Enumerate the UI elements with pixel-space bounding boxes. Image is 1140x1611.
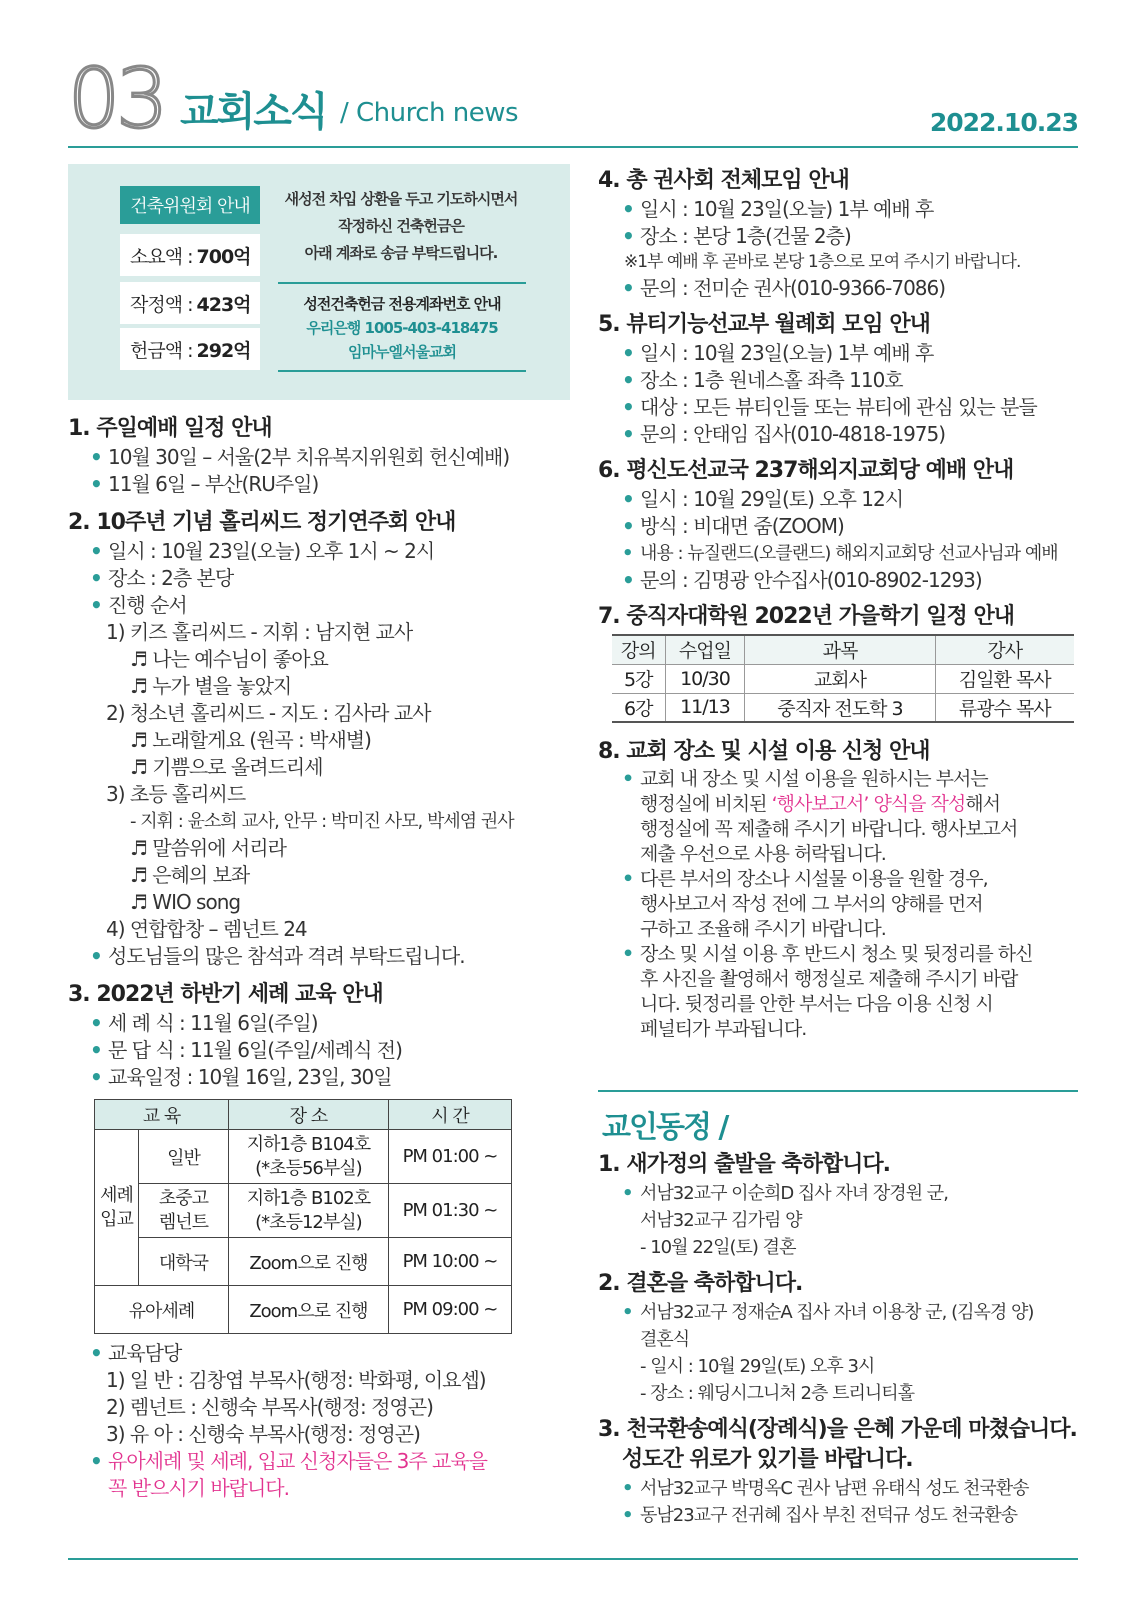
table-cell: Zoom으로 진행 (228, 1286, 388, 1334)
table-cell: 10/30 (665, 664, 745, 693)
section-2-title: 2. 10주년 기념 홀리씨드 정기연주회 안내 (68, 510, 456, 535)
table-cell: 류광수 목사 (935, 693, 1074, 722)
amount-pledged: 작정액 : 423억 (120, 282, 260, 324)
account-number: 우리은행 1005-403-418475 (306, 319, 498, 337)
table-header: 강사 (935, 635, 1074, 664)
table-cell: 5강 (612, 664, 665, 693)
section-5-title: 5. 뷰티기능선교부 월례회 모임 안내 (598, 312, 930, 337)
table-cell: 지하1층 B102호 (*초등12부실) (228, 1184, 388, 1238)
table-cell: Zoom으로 진행 (228, 1238, 388, 1286)
list-item: • 대상 : 모든 뷰티인들 또는 뷰티에 관심 있는 분들 (622, 394, 1078, 421)
section-1-title: 1. 주일예배 일정 안내 (68, 416, 272, 441)
section-7-title: 7. 중직자대학원 2022년 가을학기 일정 안내 (598, 604, 1014, 629)
account-holder: 임마누엘서울교회 (348, 343, 456, 361)
list-item: • 일시 : 10월 23일(오늘) 1부 예배 후 (622, 340, 1078, 367)
list-item: • 일시 : 10월 23일(오늘) 1부 예배 후 (622, 196, 1078, 223)
left-column (68, 414, 570, 1502)
list-item: • 장소 및 시설 이용 후 반드시 청소 및 뒷정리를 하신 후 사진을 촬영해서 행정실로 제출해 주시기 바랍 니다. 뒷정리를 안한 부서는 다음 이용 신청 시 페널티가 부과됩니다. (622, 942, 1078, 1042)
list-item: • 동남23교구 전귀혜 집사 부친 전덕규 성도 천국환송 (622, 1502, 1078, 1529)
note-line: ※1부 예배 후 곧바로 본당 1층으로 모여 주시기 바랍니다. (624, 252, 1021, 272)
building-committee-box (68, 164, 570, 400)
table-cell: 일반 (139, 1130, 229, 1184)
list-item: • 교회 내 장소 및 시설 이용을 원하시는 부서는 행정실에 비치된 ‘행사보고서’ 양식을 작성해서 행정실에 꼭 제출해 주시기 바랍니다. 행사보고서 제출 우선으로 사용 허락됩니다. (622, 767, 1078, 867)
table-cell: 교회사 (745, 664, 935, 693)
program-song: ♬ 나는 예수님이 좋아요 (130, 647, 328, 671)
list-item: • 진행 순서 (90, 592, 570, 619)
table-header: 장 소 (228, 1100, 388, 1130)
program-detail: - 지휘 : 윤소희 교사, 안무 : 박미진 사모, 박세염 권사 (130, 811, 514, 832)
highlight-text: ‘행사보고서’ 양식을 작성 (771, 793, 966, 815)
table-header: 시 간 (388, 1100, 511, 1130)
account-info: 성전건축헌금 전용계좌번호 안내 우리은행 1005-403-418475 임마누엘서울교회 (278, 282, 526, 372)
list-item: • 문의 : 전미순 권사(010-9366-7086) (622, 275, 1078, 302)
amount-offered: 헌금액 : 292억 (120, 328, 260, 370)
table-header: 교 육 (95, 1100, 229, 1130)
bottom-divider (68, 1558, 1078, 1560)
table-cell: 중직자 전도학 3 (745, 693, 935, 722)
list-item: • 문 답 식 : 11월 6일(주일/세례식 전) (90, 1037, 570, 1064)
program-item: 3) 초등 홀리씨드 (106, 782, 246, 806)
news-2-title: 2. 결혼을 축하합니다. (598, 1271, 803, 1296)
section-number: 03 (68, 52, 165, 147)
program-song: ♬ 기쁨으로 올려드리세 (130, 755, 323, 779)
program-song: ♬ 누가 별을 놓았지 (130, 674, 292, 698)
page-subtitle: / Church news (340, 98, 519, 128)
program-song: ♬ WIO song (130, 890, 241, 914)
news-line: - 장소 : 웨딩시그니처 2층 트리니티홀 (640, 1383, 915, 1404)
table-cell: 6강 (612, 693, 665, 722)
graduate-schedule-table (612, 634, 1074, 723)
list-item: • 문의 : 김명광 안수집사(010-8902-1293) (622, 567, 1078, 594)
staff-item: 2) 렘넌트 : 신행숙 부목사(행정: 정영곤) (106, 1395, 433, 1419)
member-news (598, 1150, 1078, 1529)
building-note: 새성전 차입 상환을 두고 기도하시면서 작정하신 건축헌금은 아래 계좌로 송금 부탁드립니다. (284, 190, 518, 262)
page-header (68, 52, 1078, 148)
news-1-title: 1. 새가정의 출발을 축하합니다. (598, 1152, 891, 1177)
table-cell: PM 09:00 ~ (388, 1286, 511, 1334)
list-item: • 장소 : 2층 본당 (90, 565, 570, 592)
member-news-title: 교인동정 / (602, 1110, 728, 1145)
news-line: 서남32교구 김가림 양 (640, 1210, 802, 1231)
table-cell: PM 01:00 ~ (388, 1130, 511, 1184)
program-song: ♬ 말씀위에 서리라 (130, 836, 286, 860)
table-cell: PM 10:00 ~ (388, 1238, 511, 1286)
notice-line: • 유아세례 및 세례, 입교 신청자들은 3주 교육을 (90, 1448, 570, 1475)
table-cell: 초중고 렘넌트 (139, 1184, 229, 1238)
list-item: • 교육일정 : 10월 16일, 23일, 30일 (90, 1064, 570, 1091)
table-header: 과목 (745, 635, 935, 664)
baptism-schedule-table (94, 1099, 512, 1334)
table-header: 수업일 (665, 635, 745, 664)
section-8-title: 8. 교회 장소 및 시설 이용 신청 안내 (598, 739, 930, 764)
list-item: • 장소 : 1층 원네스홀 좌측 110호 (622, 367, 1078, 394)
news-line: - 일시 : 10월 29일(토) 오후 3시 (640, 1356, 875, 1377)
list-item: • 10월 30일 – 서울(2부 치유복지위원회 헌신예배) (90, 444, 570, 471)
section-3-title: 3. 2022년 하반기 세례 교육 안내 (68, 982, 383, 1007)
program-item: 4) 연합합창 – 렘넌트 24 (106, 917, 307, 941)
notice-line: 꼭 받으시기 바랍니다. (108, 1476, 289, 1500)
building-tag: 건축위원회 안내 (120, 186, 260, 224)
list-item: • 세 례 식 : 11월 6일(주일) (90, 1010, 570, 1037)
list-item: • 내용 : 뉴질랜드(오클랜드) 해외지교회당 선교사님과 예배 (622, 540, 1078, 567)
program-song: ♬ 은혜의 보좌 (130, 863, 250, 887)
member-news-header (598, 1090, 1078, 1146)
staff-item: 3) 유 아 : 신행숙 부목사(행정: 정영곤) (106, 1422, 420, 1446)
list-item: • 서남32교구 정재순A 집사 자녀 이용창 군, (김옥경 양) (622, 1299, 1078, 1326)
table-cell: 지하1층 B104호 (*초등56부실) (228, 1130, 388, 1184)
table-cell: PM 01:30 ~ (388, 1184, 511, 1238)
program-item: 1) 키즈 홀리씨드 - 지휘 : 남지현 교사 (106, 620, 413, 644)
page-title: 교회소식 (180, 89, 327, 135)
list-item: • 서남32교구 박명옥C 권사 남편 유태식 성도 천국환송 (622, 1475, 1078, 1502)
amount-required: 소요액 : 700억 (120, 234, 260, 276)
section-4-title: 4. 총 권사회 전체모임 안내 (598, 168, 849, 193)
program-song: ♬ 노래할게요 (원곡 : 박새별) (130, 728, 371, 752)
table-group-cell: 세례 입교 (95, 1130, 139, 1286)
list-item: • 교육담당 (90, 1340, 570, 1367)
news-line: - 10월 22일(토) 결혼 (640, 1237, 796, 1258)
list-item: • 성도님들의 많은 참석과 격려 부탁드립니다. (90, 943, 570, 970)
section-6-title: 6. 평신도선교국 237해외지교회당 예배 안내 (598, 458, 1014, 483)
list-item: • 11월 6일 – 부산(RU주일) (90, 471, 570, 498)
list-item: • 장소 : 본당 1층(건물 2층) (622, 223, 1078, 250)
list-item: • 다른 부서의 장소나 시설물 이용을 원할 경우, 행사보고서 작성 전에 그 부서의 양해를 먼저 구하고 조율해 주시기 바랍니다. (622, 867, 1078, 942)
list-item: • 문의 : 안태임 집사(010-4818-1975) (622, 421, 1078, 448)
table-cell: 11/13 (665, 693, 745, 722)
list-item: • 일시 : 10월 23일(오늘) 오후 1시 ~ 2시 (90, 538, 570, 565)
list-item: • 방식 : 비대면 줌(ZOOM) (622, 513, 1078, 540)
news-3-title: 3. 천국환송예식(장례식)을 은혜 가운데 마쳤습니다. 성도간 위로가 있기를 바랍니다. (598, 1417, 1077, 1472)
list-item: • 일시 : 10월 29일(토) 오후 12시 (622, 486, 1078, 513)
staff-item: 1) 일 반 : 김창엽 부목사(행정: 박화평, 이요셉) (106, 1368, 486, 1392)
table-cell: 김일환 목사 (935, 664, 1074, 693)
news-line: 결혼식 (640, 1329, 690, 1350)
list-item: • 서남32교구 이순희D 집사 자녀 장경원 군, (622, 1180, 1078, 1207)
program-item: 2) 청소년 홀리씨드 - 지도 : 김사라 교사 (106, 701, 431, 725)
right-column (598, 166, 1078, 1042)
table-cell: 대학국 (139, 1238, 229, 1286)
table-header: 강의 (612, 635, 665, 664)
issue-date: 2022.10.23 (929, 108, 1078, 137)
table-cell: 유아세례 (95, 1286, 229, 1334)
